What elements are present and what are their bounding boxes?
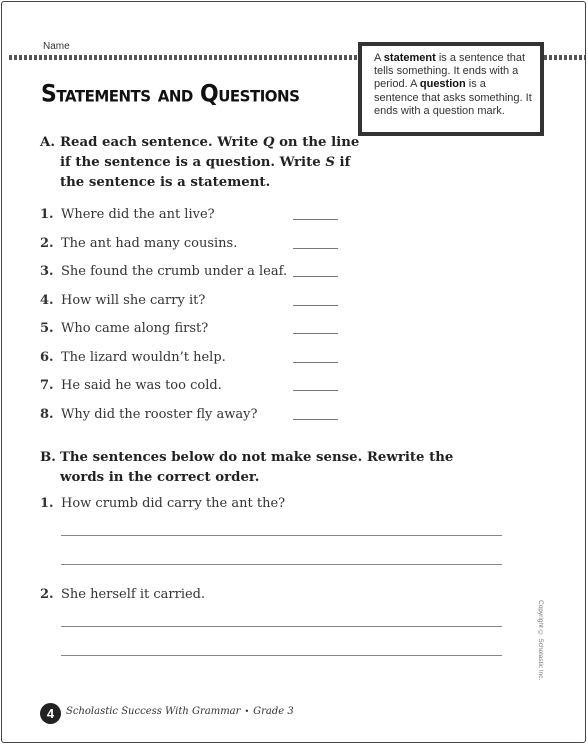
list-item: 4. How will she carry it? bbox=[40, 293, 206, 308]
answer-blank-5[interactable] bbox=[293, 333, 338, 334]
answer-blank-4[interactable] bbox=[293, 305, 338, 306]
section-a-instructions: A. Read each sentence. Write Q on the line if the sentence is a question. Write S if the sentence is a statement. bbox=[40, 135, 360, 190]
definition-box: A statement is a sentence that tells something. It ends with a period. A question is a sentence that asks something. It ends with a question mark. bbox=[358, 42, 544, 136]
name-label: Name bbox=[43, 41, 70, 52]
answer-blank-8[interactable] bbox=[293, 419, 338, 420]
answer-line-1b[interactable] bbox=[61, 564, 502, 565]
list-item: 3. She found the crumb under a leaf. bbox=[40, 264, 288, 279]
page-title: Statements and Questions bbox=[41, 81, 300, 108]
list-item: 2. She herself it carried. bbox=[40, 587, 206, 602]
list-item: 6. The lizard wouldn’t help. bbox=[40, 350, 226, 365]
answer-line-2a[interactable] bbox=[61, 626, 502, 627]
answer-blank-3[interactable] bbox=[293, 276, 338, 277]
list-item: 1. How crumb did carry the ant the? bbox=[40, 496, 286, 511]
copyright-notice: Copyright © Scholastic Inc. bbox=[537, 600, 544, 681]
list-item: 7. He said he was too cold. bbox=[40, 378, 222, 393]
answer-blank-7[interactable] bbox=[293, 390, 338, 391]
page-number-badge: 4 bbox=[40, 703, 61, 724]
list-item: 5. Who came along first? bbox=[40, 321, 209, 336]
answer-blank-2[interactable] bbox=[293, 248, 338, 249]
term-statement: statement bbox=[383, 52, 436, 64]
answer-blank-1[interactable] bbox=[293, 219, 338, 220]
section-a-letter: A. bbox=[40, 135, 55, 150]
answer-blank-6[interactable] bbox=[293, 362, 338, 363]
footer-citation: Scholastic Success With Grammar • Grade 3 bbox=[66, 706, 294, 717]
list-item: 8. Why did the rooster fly away? bbox=[40, 407, 258, 422]
section-b-letter: B. bbox=[40, 450, 56, 465]
answer-line-1a[interactable] bbox=[61, 535, 502, 536]
list-item: 1. Where did the ant live? bbox=[40, 207, 215, 222]
answer-line-2b[interactable] bbox=[61, 655, 502, 656]
term-question: question bbox=[419, 78, 466, 91]
list-item: 2. The ant had many cousins. bbox=[40, 236, 238, 251]
section-b-instructions: B. The sentences below do not make sense. Rewrite the words in the correct order. bbox=[40, 450, 454, 485]
